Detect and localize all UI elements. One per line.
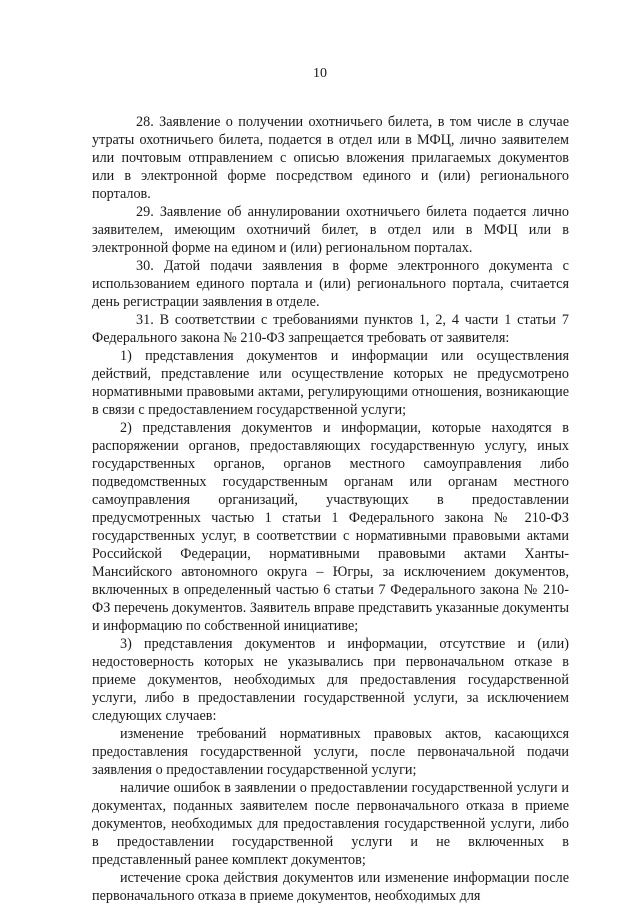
page-number: 10 (313, 66, 327, 81)
paragraph-30: 30. Датой подачи заявления в форме электронного документа с использованием единого портала и (или) регионального портала, считается день регистрации заявления в отделе. (92, 258, 569, 310)
paragraph-31-item-2: 2) представления документов и информации, которые находятся в распоряжении органов, предоставляющих государственную услугу, иных государственных органов, органов местного самоуправления либо подведомственных государственным органам или органам местного самоуправления организаций, участвующих в предоставлении предусмотренных частью 1 статьи 1 Федерального закона № 210-ФЗ государственных услуг, в соответствии с нормативными правовыми актами Российской Федерации, нормативными правовыми актами Ханты-Мансийского автономного округа – Югры, за исключением документов, включенных в определенный частью 6 статьи 7 Федерального закона № 210-ФЗ перечень документов. Заявитель вправе представить указанные документы и информацию по собственной инициативе; (92, 420, 569, 634)
document-body (92, 113, 569, 905)
paragraph-29: 29. Заявление об аннулировании охотничьего билета подается лично заявителем, имеющим охотничий билет, в отдел или в МФЦ или в электронной форме на едином и (или) региональном порталах. (92, 204, 569, 256)
exception-case-3: истечение срока действия документов или изменение информации после первоначального отказа в приеме документов, необходимых для (92, 870, 569, 904)
exception-case-1: изменение требований нормативных правовых актов, касающихся предоставления государственной услуги, после первоначальной подачи заявления о предоставлении государственной услуги; (92, 726, 569, 778)
paragraph-31: 31. В соответствии с требованиями пунктов 1, 2, 4 части 1 статьи 7 Федерального закона № 210-ФЗ запрещается требовать от заявителя: (92, 312, 569, 346)
paragraph-31-item-3: 3) представления документов и информации, отсутствие и (или) недостоверность которых не указывались при первоначальном отказе в приеме документов, необходимых для предоставления государственной услуги, либо в предоставлении государственной услуги, за исключением следующих случаев: (92, 636, 569, 724)
paragraph-31-item-1: 1) представления документов и информации или осуществления действий, представление или осуществление которых не предусмотрено нормативными правовыми актами, регулирующими отношения, возникающие в связи с предоставлением государственной услуги; (92, 348, 569, 418)
paragraph-28: 28. Заявление о получении охотничьего билета, в том числе в случае утраты охотничьего билета, подается в отдел или в МФЦ, лично заявителем или почтовым отправлением с описью вложения прилагаемых документов или в электронной форме посредством единого и (или) регионального порталов. (92, 114, 569, 202)
exception-case-2: наличие ошибок в заявлении о предоставлении государственной услуги и документах, поданных заявителем после первоначального отказа в приеме документов, необходимых для предоставления государственной услуги, либо в предоставлении государственной услуги и не включенных в представленный ранее комплект документов; (92, 780, 569, 868)
